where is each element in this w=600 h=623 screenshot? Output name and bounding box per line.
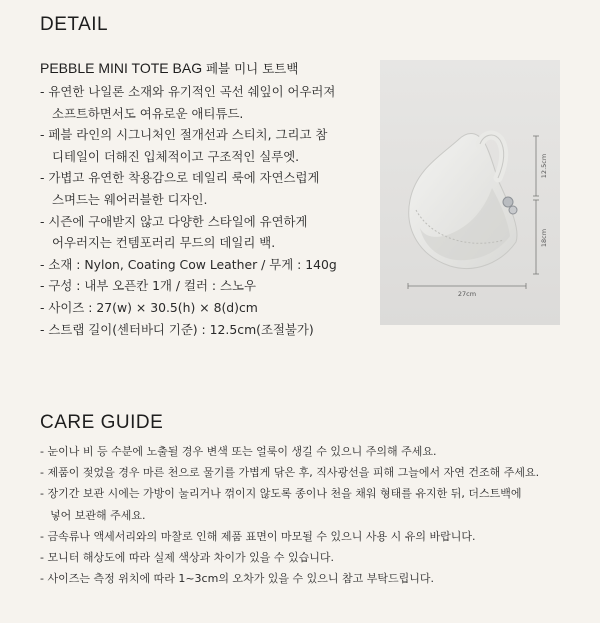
list-item [40, 526, 580, 547]
list-item [40, 297, 370, 319]
list-item-line: - 사이즈 : 27(w) × 30.5(h) × 8(d)cm [40, 299, 258, 315]
charm-ring-icon [509, 206, 517, 214]
detail-list [40, 81, 370, 340]
list-item-line: - 구성 : 내부 오픈칸 1개 / 컬러 : 스노우 [40, 278, 256, 294]
list-item-line: - 스트랩 길이(센터바디 기준) : 12.5cm(조절불가) [40, 321, 314, 337]
care-guide-title: CARE GUIDE [40, 412, 164, 433]
product-photo [380, 60, 560, 325]
list-item-line: - 제품이 젖었을 경우 마른 천으로 물기를 가볍게 닦은 후, 직사광선을 피해 그늘에서 자연 건조해 주세요. [40, 466, 540, 480]
list-item-line: 어우러지는 컨템포러리 무드의 데일리 백. [52, 235, 276, 251]
product-name-en: PEBBLE MINI TOTE BAG [40, 60, 203, 76]
list-item-line: 넣어 보관해 주세요. [50, 508, 146, 522]
list-item-line: 디테일이 더해진 입체적이고 구조적인 실루엣. [52, 148, 300, 164]
list-item [40, 167, 370, 210]
list-item-line: - 눈이나 비 등 수분에 노출될 경우 변색 또는 얼룩이 생길 수 있으니 주의해 주세요. [40, 445, 437, 458]
list-item-line: 스며드는 웨어러블한 디자인. [52, 191, 208, 207]
list-item-line: - 금속류나 액세서리와의 마찰로 인해 제품 표면이 마모될 수 있으니 사용 시 유의 바랍니다. [40, 529, 476, 543]
list-item [40, 211, 370, 254]
list-item [40, 547, 580, 568]
product-name [40, 59, 298, 77]
list-item [40, 483, 580, 525]
list-item-line: 소프트하면서도 여유로운 애티튜드. [52, 105, 244, 121]
list-item-line: - 가볍고 유연한 착용감으로 데일리 룩에 자연스럽게 [40, 170, 320, 186]
list-item [40, 568, 580, 589]
list-item [40, 319, 370, 341]
bag-illustration [380, 60, 560, 325]
list-item-line: - 소재 : Nylon, Coating Cow Leather / 무게 : 140g [40, 256, 337, 272]
list-item-line: - 장기간 보관 시에는 가방이 눌리거나 꺾이지 않도록 종이나 천을 채워 형태를 유지한 뒤, 더스트백에 [40, 487, 522, 501]
list-item-line: - 페블 라인의 시그니처인 절개선과 스티치, 그리고 참 [40, 127, 328, 143]
list-item-line: - 유연한 나일론 소재와 유기적인 곡선 쉐잎이 어우러져 [40, 84, 336, 99]
list-item [40, 462, 580, 483]
dimension-label-body: 18cm [540, 228, 548, 248]
charm-icon [503, 197, 513, 207]
detail-section-title: DETAIL [40, 14, 109, 35]
list-item [40, 254, 370, 276]
list-item-line: - 시즌에 구애받지 않고 다양한 스타일에 유연하게 [40, 213, 308, 229]
list-item [40, 81, 370, 124]
list-item [40, 441, 580, 462]
list-item [40, 124, 370, 167]
product-name-ko: 페블 미니 토트백 [205, 61, 299, 76]
list-item [40, 275, 370, 297]
dimension-label-strap: 12.5cm [540, 153, 548, 179]
list-item-line: - 사이즈는 측정 위치에 따라 1~3cm의 오차가 있을 수 있으니 참고 부탁드립니다. [40, 572, 435, 586]
list-item-line: - 모니터 해상도에 따라 실제 색상과 차이가 있을 수 있습니다. [40, 551, 334, 565]
care-guide-list [40, 441, 580, 589]
dimension-label-width: 27cm [457, 290, 477, 298]
